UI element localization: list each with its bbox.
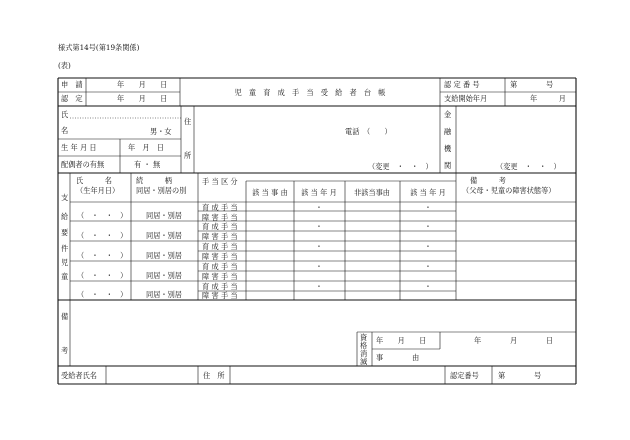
- address-label-1: 住: [184, 117, 192, 126]
- child-birth[interactable]: （ ・ ・ ）: [77, 231, 128, 240]
- col-reason-2: 非該当事由: [354, 188, 390, 197]
- month-dot[interactable]: ・: [424, 203, 432, 212]
- application-label: 申 請: [61, 80, 83, 89]
- child-cohabitation[interactable]: 同居・別居: [146, 290, 182, 299]
- children-label-6: 童: [61, 272, 69, 281]
- cert-number-value[interactable]: 第 号: [510, 80, 554, 89]
- approval-date[interactable]: 年 月 日: [117, 94, 168, 103]
- payment-start-value[interactable]: 年 月: [530, 94, 566, 103]
- child-birth[interactable]: （ ・ ・ ）: [77, 271, 128, 280]
- col-name: 氏 名: [76, 176, 112, 185]
- spouse-value[interactable]: 有 ・ 無: [134, 160, 161, 169]
- child-birth[interactable]: （ ・ ・ ）: [77, 211, 128, 220]
- col-cohabitation: 同居・別居の別: [136, 186, 187, 195]
- children-label-2: 給: [61, 212, 69, 221]
- allowance-type: 障 害 手 当: [202, 232, 238, 241]
- month-dot[interactable]: ・: [315, 262, 323, 271]
- address-change[interactable]: （変更 ・ ・ ）: [368, 162, 433, 171]
- children-label-5: 児: [61, 258, 69, 267]
- month-dot[interactable]: ・: [424, 242, 432, 251]
- col-reason-1: 該 当 事 由: [252, 188, 288, 197]
- month-dot[interactable]: ・: [424, 282, 432, 291]
- spouse-label: 配偶者の有無: [61, 160, 105, 169]
- gender-field[interactable]: 男・女: [150, 127, 172, 136]
- loss-date[interactable]: 年 月 日: [376, 336, 427, 345]
- loss-label-3: 消: [360, 349, 368, 358]
- cert-number-label: 認 定 番 号: [444, 80, 480, 89]
- loss-date-2[interactable]: 年 月 日: [474, 336, 554, 345]
- month-dot[interactable]: ・: [315, 282, 323, 291]
- payment-start-label: 支給開始年月: [444, 94, 488, 103]
- loss-reason-label: 事 由: [376, 353, 420, 362]
- address-footer-label: 住 所: [203, 371, 225, 380]
- child-cohabitation[interactable]: 同居・別居: [146, 231, 182, 240]
- month-dot[interactable]: ・: [424, 262, 432, 271]
- cert-footer-label: 認定番号: [450, 371, 479, 380]
- children-label-1: 支: [61, 193, 69, 202]
- col-month-2: 該 当 年 月: [410, 188, 446, 197]
- child-birth[interactable]: （ ・ ・ ）: [77, 251, 128, 260]
- col-birth: （生年月日）: [76, 186, 120, 195]
- allowance-type: 障 害 手 当: [202, 291, 238, 300]
- loss-label-1: 資: [360, 333, 368, 342]
- allowance-type: 障 害 手 当: [202, 213, 238, 222]
- children-label-3: 要: [61, 228, 69, 237]
- allowance-type: 育 成 手 当: [202, 222, 238, 231]
- birth-date-value[interactable]: 年 月 日: [128, 143, 164, 152]
- allowance-type: 育 成 手 当: [202, 282, 238, 291]
- address-label-2: 所: [184, 151, 192, 160]
- col-remarks-2: （父母・児童の障害状態等）: [462, 186, 556, 195]
- col-month-1: 該 当 年 月: [301, 188, 337, 197]
- allowance-type: 障 害 手 当: [202, 252, 238, 261]
- child-cohabitation[interactable]: 同居・別居: [146, 271, 182, 280]
- application-date[interactable]: 年 月 日: [117, 80, 168, 89]
- bank-change[interactable]: （変更 ・ ・ ）: [496, 162, 561, 171]
- month-dot[interactable]: ・: [424, 222, 432, 231]
- bank-label-4: 関: [444, 161, 452, 170]
- allowance-type: 育 成 手 当: [202, 242, 238, 251]
- child-cohabitation[interactable]: 同居・別居: [146, 211, 182, 220]
- phone-field[interactable]: 電話 （ ）: [345, 127, 392, 136]
- front-side-label: (表): [58, 61, 71, 70]
- name-label: 氏: [61, 110, 69, 119]
- child-birth[interactable]: （ ・ ・ ）: [77, 290, 128, 299]
- month-dot[interactable]: ・: [315, 222, 323, 231]
- allowance-type: 育 成 手 当: [202, 203, 238, 212]
- birth-date-label: 生 年 月 日: [61, 143, 97, 152]
- name-label-2: 名: [61, 126, 69, 135]
- cert-footer-value[interactable]: 第 号: [498, 371, 542, 380]
- bank-label-3: 機: [444, 144, 452, 153]
- recipient-name-label: 受給者氏名: [61, 371, 97, 380]
- remarks-label-2: 考: [61, 346, 69, 355]
- loss-label-4: 滅: [360, 357, 368, 366]
- allowance-type: 障 害 手 当: [202, 272, 238, 281]
- bank-label-2: 融: [444, 127, 452, 136]
- children-label-4: 件: [61, 244, 69, 253]
- col-allowance-type: 手 当 区 分: [202, 177, 238, 186]
- bank-label-1: 金: [444, 110, 452, 119]
- month-dot[interactable]: ・: [315, 203, 323, 212]
- col-remarks: 備 考: [470, 176, 506, 185]
- remarks-label-1: 備: [61, 312, 69, 321]
- approval-label: 認 定: [61, 94, 83, 103]
- allowance-type: 育 成 手 当: [202, 262, 238, 271]
- loss-label-2: 格: [360, 341, 368, 350]
- form-number: 様式第14号(第19条関係): [58, 43, 140, 52]
- col-relationship: 続 柄: [136, 176, 172, 185]
- month-dot[interactable]: ・: [315, 242, 323, 251]
- form-title: 児 童 育 成 手 当 受 給 者 台 帳: [234, 88, 386, 97]
- child-cohabitation[interactable]: 同居・別居: [146, 251, 182, 260]
